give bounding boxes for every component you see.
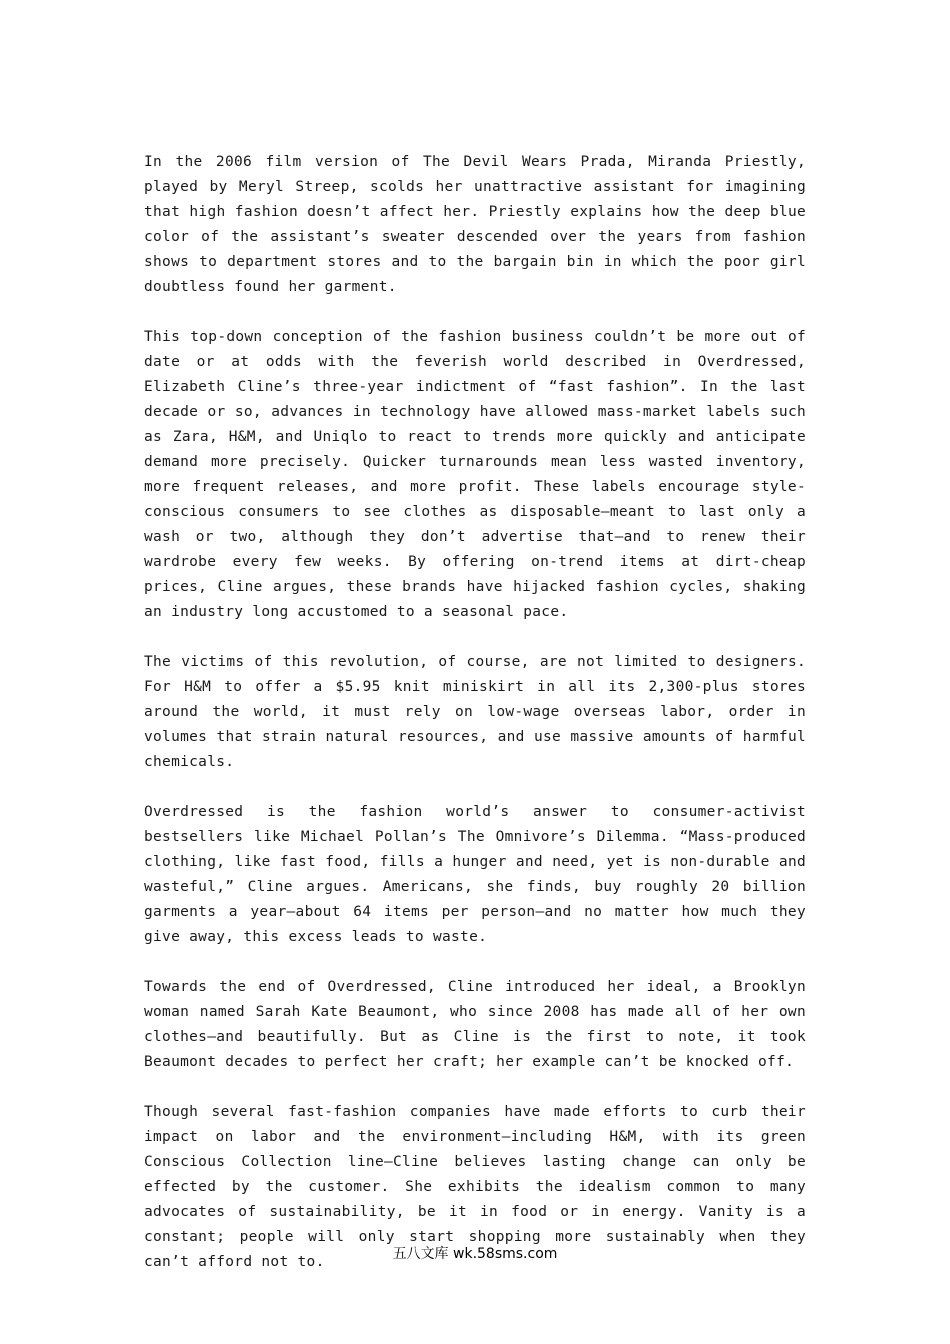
paragraph-6: Though several fast-fashion companies have made efforts to curb their impact on labor and the environment—including H&M, with its green Conscious Collection line—Cline believes lasting change can only be effected by the customer. She exhibits the idealism common to many advocates of sustainability, be it in food or in energy. Vanity is a constant; people will only start shopping more sustainably when they can’t afford not to.	[144, 1104, 806, 1270]
paragraph-5: Towards the end of Overdressed, Cline introduced her ideal, a Brooklyn woman named Sarah Kate Beaumont, who since 2008 has made all of her own clothes—and beautifully. But as Cline is the first to note, it took Beaumont decades to perfect her craft; her example can’t be knocked off.	[144, 979, 806, 1070]
paragraph-1: In the 2006 film version of The Devil Wears Prada, Miranda Priestly, played by Meryl Streep, scolds her unattractive assistant for imagining that high fashion doesn’t affect her. Priestly explains how the deep blue color of the assistant’s sweater descended over the years from fashion shows to department stores and to the bargain bin in which the poor girl doubtless found her garment.	[144, 154, 806, 295]
paragraph-2: This top-down conception of the fashion business couldn’t be more out of date or at odds with the feverish world described in Overdressed, Elizabeth Cline’s three-year indictment of “fast fashion”. In the last decade or so, advances in technology have allowed mass-market labels such as Zara, H&M, and Uniqlo to react to trends more quickly and anticipate demand more precisely. Quicker turnarounds mean less wasted inventory, more frequent releases, and more profit. These labels encourage style-conscious consumers to see clothes as disposable—meant to last only a wash or two, although they don’t advertise that—and to renew their wardrobe every few weeks. By offering on-trend items at dirt-cheap prices, Cline argues, these brands have hijacked fashion cycles, shaking an industry long accustomed to a seasonal pace.	[144, 329, 806, 620]
paragraph-4: Overdressed is the fashion world’s answer to consumer-activist bestsellers like Michael Pollan’s The Omnivore’s Dilemma. “Mass-produced clothing, like fast food, fills a hunger and need, yet is non-durable and wasteful,” Cline argues. Americans, she finds, buy roughly 20 billion garments a year—about 64 items per person—and no matter how much they give away, this excess leads to waste.	[144, 804, 806, 945]
paragraph-3: The victims of this revolution, of course, are not limited to designers. For H&M to offer a $5.95 knit miniskirt in all its 2,300-plus stores around the world, it must rely on low-wage overseas labor, order in volumes that strain natural resources, and use massive amounts of harmful chemicals.	[144, 654, 806, 770]
footer-watermark: 五八文库 wk.58sms.com	[392, 1246, 558, 1262]
article-body	[144, 150, 806, 1300]
